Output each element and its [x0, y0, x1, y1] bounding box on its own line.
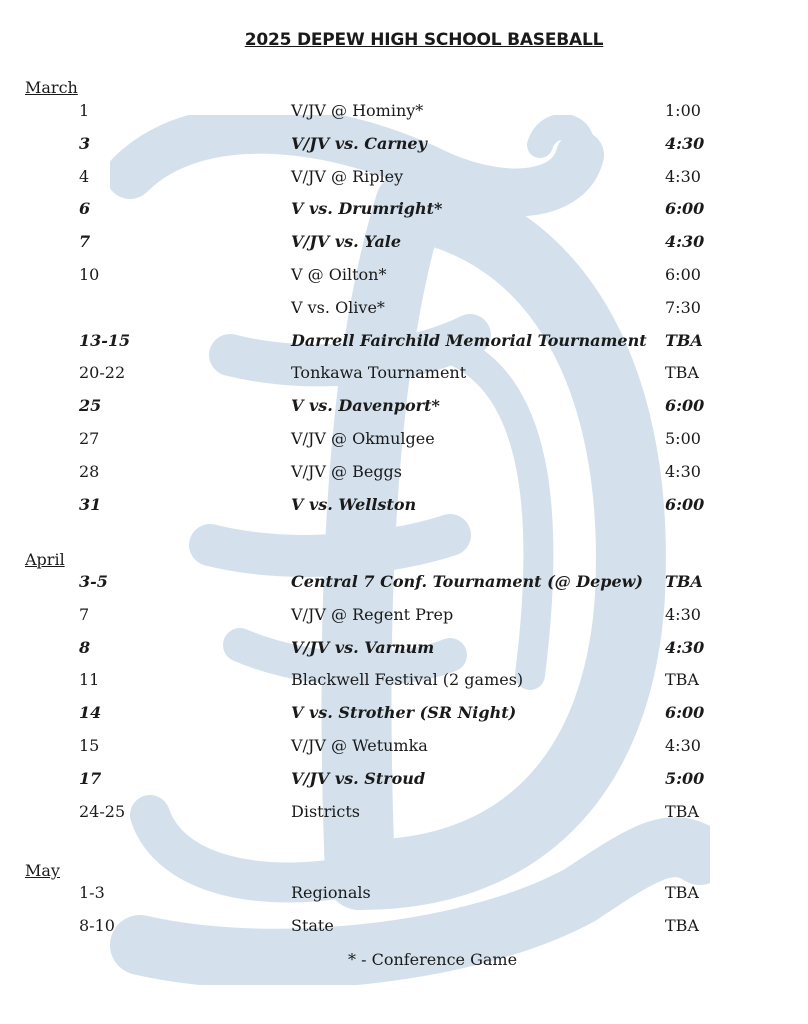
- game-time: TBA: [665, 670, 699, 690]
- game-time: 4:30: [665, 637, 705, 657]
- game-date: 8: [79, 637, 91, 657]
- game-opponent: Districts: [291, 801, 360, 821]
- game-date: 24-25: [79, 801, 126, 821]
- game-time: 6:00: [665, 396, 705, 416]
- game-date: 3-5: [79, 572, 108, 591]
- schedule-row: [0, 495, 808, 517]
- schedule-row: [0, 638, 808, 660]
- game-date: 10: [79, 265, 100, 284]
- game-date: 31: [79, 494, 102, 514]
- game-opponent: V/JV @ Hominy*: [291, 101, 424, 120]
- game-opponent: V/JV @ Wetumka: [291, 736, 428, 755]
- game-opponent: V/JV vs. Varnum: [291, 637, 435, 657]
- game-time: 4:30: [665, 232, 705, 252]
- game-time: 5:00: [665, 429, 701, 448]
- game-time: 7:30: [665, 297, 701, 317]
- game-time: 6:00: [665, 494, 705, 514]
- game-opponent: Central 7 Conf. Tournament (@ Depew): [291, 572, 643, 591]
- game-time: TBA: [665, 363, 699, 383]
- game-date: 4: [79, 166, 90, 186]
- game-opponent: Darrell Fairchild Memorial Tournament: [291, 330, 647, 350]
- schedule-row: [0, 265, 808, 287]
- game-time: 4:30: [665, 736, 701, 755]
- game-time: 4:30: [665, 166, 701, 186]
- game-date: 7: [79, 604, 90, 624]
- schedule-row: [0, 232, 808, 254]
- game-date: 28: [79, 461, 100, 481]
- schedule-row: [0, 101, 808, 123]
- game-time: TBA: [665, 883, 699, 902]
- schedule-row: [0, 916, 808, 938]
- game-date: 25: [79, 396, 102, 416]
- month-heading: May: [25, 861, 60, 880]
- game-time: 1:00: [665, 101, 701, 120]
- schedule-row: [0, 883, 808, 905]
- game-opponent: Regionals: [291, 883, 371, 902]
- schedule-row: [0, 429, 808, 451]
- game-date: 6: [79, 199, 91, 219]
- game-opponent: V/JV @ Regent Prep: [291, 604, 454, 624]
- game-date: 8-10: [79, 916, 115, 935]
- game-opponent: V @ Oilton*: [291, 265, 387, 284]
- game-opponent: V/JV vs. Yale: [291, 232, 402, 252]
- game-opponent: V vs. Davenport*: [291, 396, 440, 416]
- game-time: 4:30: [665, 133, 705, 153]
- game-opponent: V/JV @ Okmulgee: [291, 429, 435, 448]
- game-opponent: V vs. Drumright*: [291, 199, 443, 219]
- footnote: * - Conference Game: [348, 950, 518, 969]
- game-date: 20-22: [79, 363, 126, 383]
- game-time: 6:00: [665, 265, 701, 284]
- game-date: 15: [79, 736, 100, 755]
- game-date: 14: [79, 703, 102, 723]
- game-opponent: V vs. Wellston: [291, 494, 417, 514]
- game-time: 4:30: [665, 604, 701, 624]
- game-opponent: Blackwell Festival (2 games): [291, 670, 524, 690]
- schedule-row: [0, 134, 808, 156]
- schedule-row: [0, 298, 808, 320]
- game-time: TBA: [665, 572, 703, 591]
- game-opponent: V/JV @ Beggs: [291, 461, 403, 481]
- game-opponent: V/JV vs. Stroud: [291, 768, 426, 788]
- schedule-row: [0, 199, 808, 221]
- game-time: 6:00: [665, 199, 705, 219]
- game-opponent: V vs. Olive*: [291, 297, 385, 317]
- schedule-row: [0, 331, 808, 353]
- game-time: 6:00: [665, 703, 705, 723]
- schedule-row: [0, 736, 808, 758]
- game-date: 17: [79, 768, 102, 788]
- schedule-row: [0, 572, 808, 594]
- game-date: 11: [79, 670, 100, 690]
- month-heading: March: [25, 78, 78, 97]
- game-date: 3: [79, 133, 91, 153]
- game-date: 7: [79, 232, 91, 252]
- game-date: 1-3: [79, 883, 105, 902]
- schedule-row: [0, 769, 808, 791]
- month-heading: April: [25, 550, 65, 569]
- page-title: 2025 DEPEW HIGH SCHOOL BASEBALL: [244, 30, 604, 50]
- game-date: 1: [79, 101, 90, 120]
- game-opponent: V vs. Strother (SR Night): [291, 703, 517, 723]
- game-time: TBA: [665, 330, 703, 350]
- game-opponent: Tonkawa Tournament: [291, 363, 467, 383]
- schedule-row: [0, 396, 808, 418]
- game-time: 5:00: [665, 768, 705, 788]
- schedule-row: [0, 703, 808, 725]
- schedule-row: [0, 670, 808, 692]
- schedule-row: [0, 605, 808, 627]
- schedule-row: [0, 167, 808, 189]
- schedule-row: [0, 363, 808, 385]
- schedule-row: [0, 802, 808, 824]
- game-opponent: V/JV @ Ripley: [291, 166, 404, 186]
- game-date: 13-15: [79, 330, 131, 350]
- game-opponent: V/JV vs. Carney: [291, 133, 427, 153]
- game-time: TBA: [665, 916, 699, 935]
- game-time: TBA: [665, 801, 699, 821]
- game-date: 27: [79, 429, 100, 448]
- game-time: 4:30: [665, 461, 701, 481]
- game-opponent: State: [291, 916, 334, 935]
- schedule-row: [0, 462, 808, 484]
